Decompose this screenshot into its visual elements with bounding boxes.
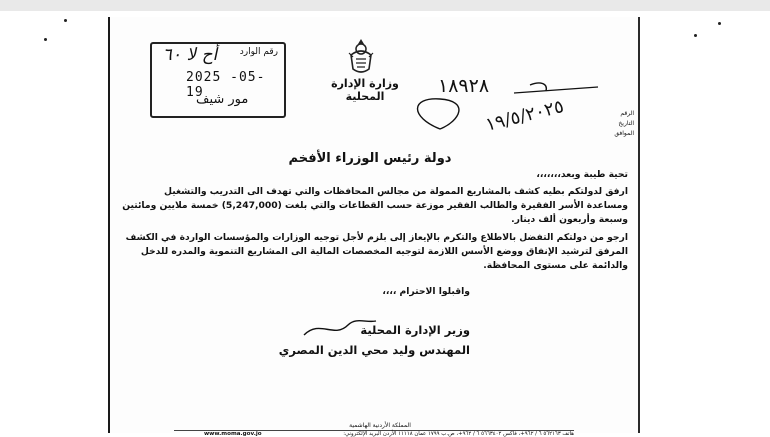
letter-paragraph-2: ارجو من دولتكم التفضل بالاطلاع والتكرم بالإيعاز إلى بلزم لأجل توجيه الوزارات والمؤسسات الواردة في الكشف المرفق لترشيد الإنفاق ووضع الأسس اللازمة لتوجيه المخصصات المالية الى المشاريع التنموية والمدره للدخل والدائمة على مستوى المحافظة. — [125, 232, 628, 271]
ministry-name: وزارة الإدارة المحلية — [331, 77, 399, 103]
ref-label-date: التاريخ — [618, 120, 634, 127]
footer-title: المملكة الأردنية الهاشمية — [349, 422, 411, 429]
scan-speck — [718, 22, 721, 25]
ref-label-hijri: الموافق — [614, 130, 634, 137]
ref-label-number: الرقم — [620, 110, 634, 117]
footer-contact: هاتف ٥٦٢١٦٣ ٦ / ٩٦٢+، فاكس ٥٦٦٣٤٠٢ ٦ / ٩٦٢+، ص.ب ١٧٩٩ عمان ١١١١٨ الأردن البريد الإلكتروني: — [343, 431, 574, 437]
reference-number: ١٨٩٢٨ — [438, 75, 490, 97]
stamp-location: مور شيف — [196, 92, 249, 107]
viewer-top-bar — [0, 0, 770, 11]
signer-name: المهندس وليد محي الدين المصري — [278, 343, 470, 357]
letter-closing: واقبلوا الاحترام ،،،، — [382, 286, 470, 297]
scanned-letter — [108, 17, 640, 437]
stamp-label: رقم الوارد — [239, 47, 278, 57]
letter-greeting: تحية طيبة وبعد،،،،،،، — [536, 169, 628, 180]
scan-speck — [64, 19, 67, 22]
scan-speck — [44, 38, 47, 41]
stamp-date: 2025 -05- 19 — [186, 70, 266, 100]
stamp-number: أح لا ٦٠ — [161, 45, 221, 65]
scan-speck — [694, 34, 697, 37]
recipient-title: دولة رئيس الوزراء الأفخم — [288, 151, 452, 166]
signer-title: وزير الإدارة المحلية — [360, 323, 470, 337]
reference-date: ١٩/٥/٢٠٢٥ — [483, 96, 566, 136]
letter-paragraph-1: ارفق لدولتكم بطيه كشف بالمشاريع الممولة من مجالس المحافظات والتي تهدف الى التدريب والتشغيل ومساعدة الأسر الفقيرة والطالب الفقير موزعة حسب القطاعات والتي بلغت (5,247,000) خمسة ملايين ومائتين وسبعة وأربعون ألف دينار. — [122, 186, 628, 225]
footer-website: www.moma.gov.jo — [204, 431, 262, 437]
